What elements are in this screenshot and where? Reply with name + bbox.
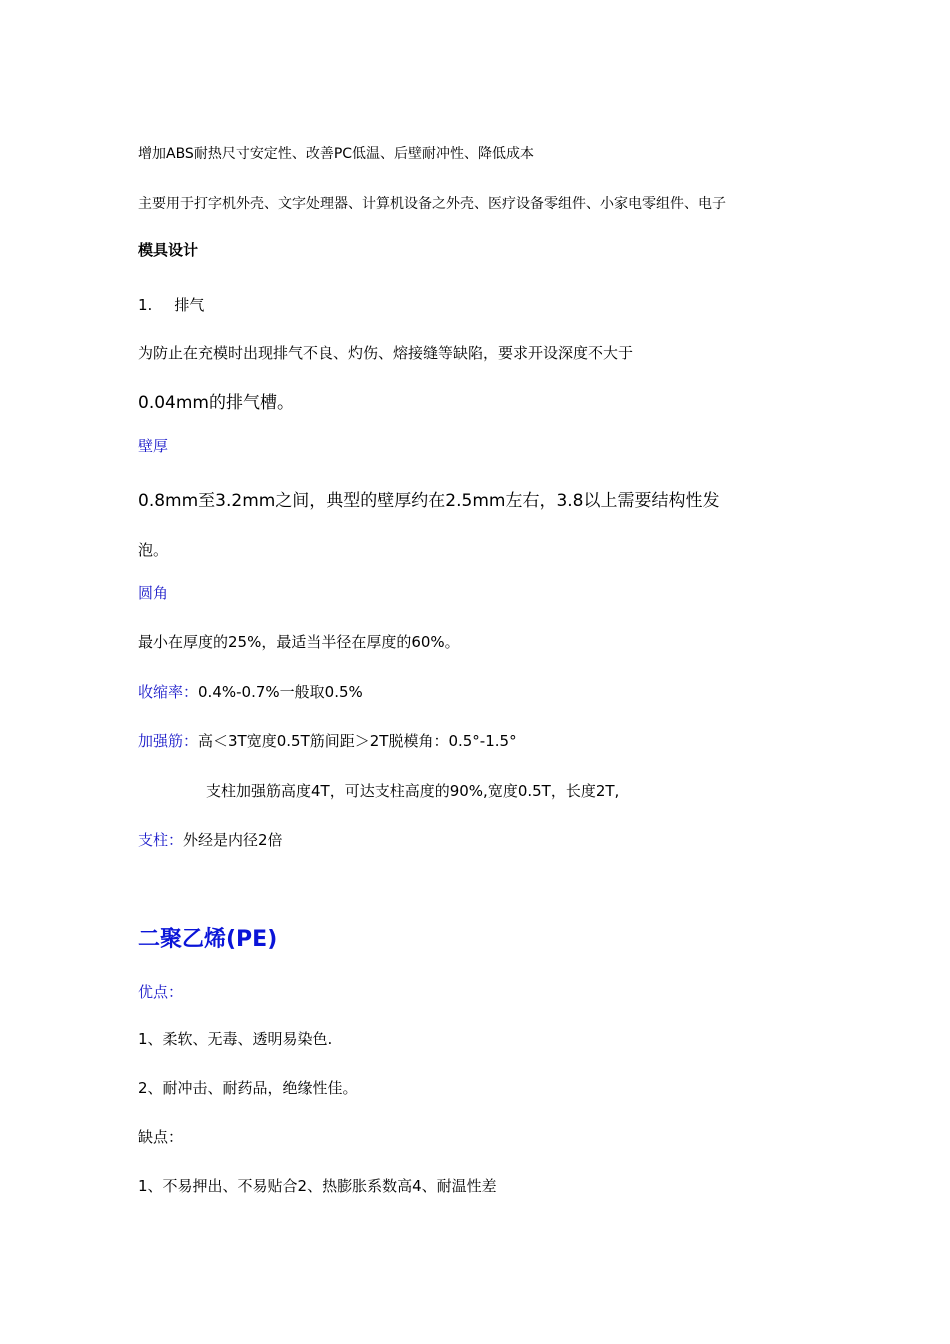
venting-text-1: 为防止在充模时出现排气不良、灼伤、熔接缝等缺陷，要求开设深度不大于 xyxy=(138,344,634,362)
venting-title: 排气 xyxy=(174,296,205,314)
venting-number: 1. xyxy=(138,296,153,314)
pe-section-title: 二聚乙烯(PE) xyxy=(138,927,278,952)
fillet-text: 最小在厚度的25%，最适当半径在厚度的60%。 xyxy=(138,633,460,651)
disadvantages-label: 缺点： xyxy=(138,1128,184,1146)
shrinkage-label: 收缩率： xyxy=(138,683,199,701)
wall-thickness-label: 壁厚 xyxy=(138,437,169,455)
disadvantage-item-1: 1、不易押出、不易贴合2、热膨胀系数高4、耐温性差 xyxy=(138,1177,497,1195)
shrinkage-value: 0.4%-0.7%一般取0.5% xyxy=(198,683,363,701)
boss-rib-text: 支柱加强筋高度4T，可达支柱高度的90%,宽度0.5T，长度2T, xyxy=(206,782,620,800)
advantage-item-1: 1、柔软、无毒、透明易染色. xyxy=(138,1030,333,1048)
rib-value: 高＜3T宽度0.5T筋间距＞2T脱模角：0.5°-1.5° xyxy=(198,732,517,750)
abs-blend-uses: 主要用于打字机外壳、文字处理器、计算机设备之外壳、医疗设备零组件、小家电零组件、电子 xyxy=(138,196,726,212)
rib-line xyxy=(138,734,517,749)
abs-blend-benefits: 增加ABS耐热尺寸安定性、改善PC低温、后壁耐冲性、降低成本 xyxy=(138,146,535,162)
fillet-label: 圆角 xyxy=(138,584,169,602)
boss-line xyxy=(138,833,283,848)
shrinkage-line xyxy=(138,685,363,700)
wall-thickness-text-2: 泡。 xyxy=(138,541,169,559)
venting-heading xyxy=(138,298,204,313)
boss-value: 外经是内径2倍 xyxy=(183,831,283,849)
wall-thickness-text-1: 0.8mm至3.2mm之间，典型的壁厚约在2.5mm左右，3.8以上需要结构性发 xyxy=(138,491,720,511)
advantage-item-2: 2、耐冲击、耐药品，绝缘性佳。 xyxy=(138,1079,358,1097)
rib-label: 加强筋： xyxy=(138,732,199,750)
advantages-label: 优点： xyxy=(138,983,184,1001)
mold-design-title: 模具设计 xyxy=(138,241,199,259)
boss-label: 支柱： xyxy=(138,831,184,849)
venting-text-2: 0.04mm的排气槽。 xyxy=(138,393,294,413)
